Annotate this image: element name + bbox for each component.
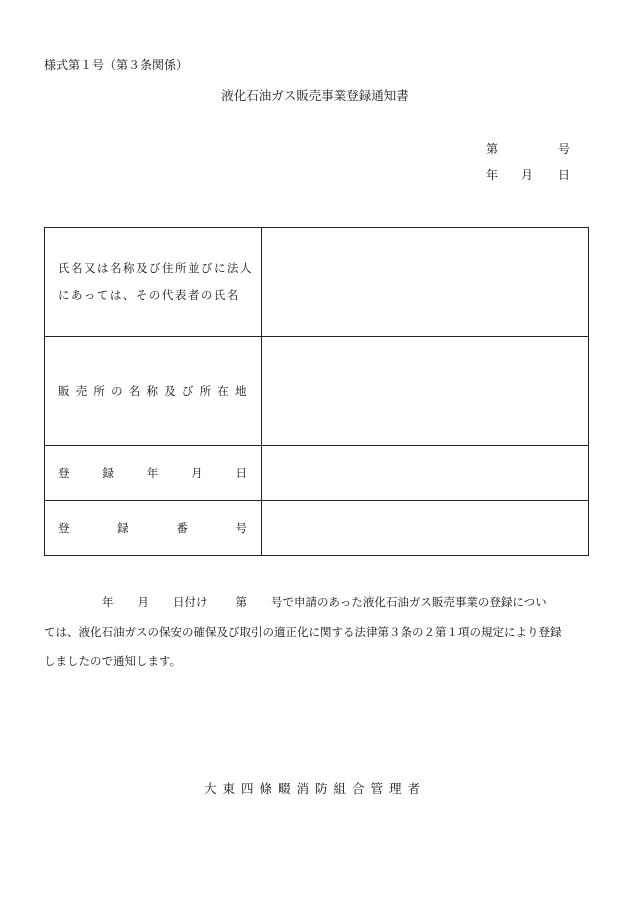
- registration-date-label: [45, 465, 261, 481]
- form-number-label: 様式第１号（第３条関係）: [44, 58, 189, 72]
- registration-date-value-cell[interactable]: [262, 446, 589, 501]
- document-number-suffix: 号: [558, 142, 571, 156]
- notice-no-prefix: 第: [235, 595, 247, 609]
- document-title: 液化石油ガス販売事業登録通知書: [221, 88, 409, 103]
- reg-date-char: 月: [191, 466, 203, 480]
- owner-label-line1: 氏名又は名称及び住所並びに法人: [58, 261, 253, 275]
- sales-office-value-cell[interactable]: [262, 337, 589, 446]
- date-year-label: 年: [486, 168, 499, 182]
- owner-label-line2: にあっては、その代表者の氏名: [58, 288, 240, 302]
- registration-number-label: [45, 520, 261, 536]
- registration-number-label-cell: [45, 501, 262, 556]
- reg-number-char: 号: [235, 521, 247, 535]
- owner-value-cell[interactable]: [262, 228, 589, 337]
- notice-year: 年: [102, 595, 114, 609]
- reg-date-char: 年: [146, 466, 159, 480]
- registration-details-table: [44, 227, 589, 556]
- sales-office-row: [45, 337, 589, 446]
- issuer-name: 大東四條畷消防組合管理者: [203, 781, 426, 796]
- registration-number-row: [45, 501, 589, 556]
- sales-office-label: 販売所の名称及び所在地: [58, 383, 253, 398]
- reg-number-char: 録: [117, 521, 129, 535]
- reg-date-char: 登: [58, 466, 70, 480]
- registration-date-row: [45, 446, 589, 501]
- notice-line-3: しましたので通知します。: [44, 654, 182, 668]
- reg-date-char: 日: [235, 466, 247, 480]
- reg-number-char: 登: [58, 521, 70, 535]
- sales-office-label-cell: [45, 337, 262, 446]
- document-number-prefix: 第: [486, 142, 499, 156]
- notice-month: 月: [137, 595, 149, 609]
- date-month-label: 月: [521, 168, 534, 182]
- notice-body: [44, 588, 588, 677]
- notice-dated: 日付け: [173, 595, 208, 609]
- owner-row: [45, 228, 589, 337]
- date-day-label: 日: [558, 168, 571, 182]
- notice-line1-rest: 号で申請のあった液化石油ガス販売事業の登録につい: [271, 595, 547, 609]
- reg-number-char: 番: [176, 521, 188, 535]
- notice-line-2: ては、液化石油ガスの保安の確保及び取引の適正化に関する法律第３条の２第１項の規定により登録: [44, 624, 562, 639]
- owner-label-cell: [45, 228, 262, 337]
- registration-number-value-cell[interactable]: [262, 501, 589, 556]
- registration-date-label-cell: [45, 446, 262, 501]
- reg-date-char: 録: [102, 466, 114, 480]
- notice-line-1: [44, 588, 588, 618]
